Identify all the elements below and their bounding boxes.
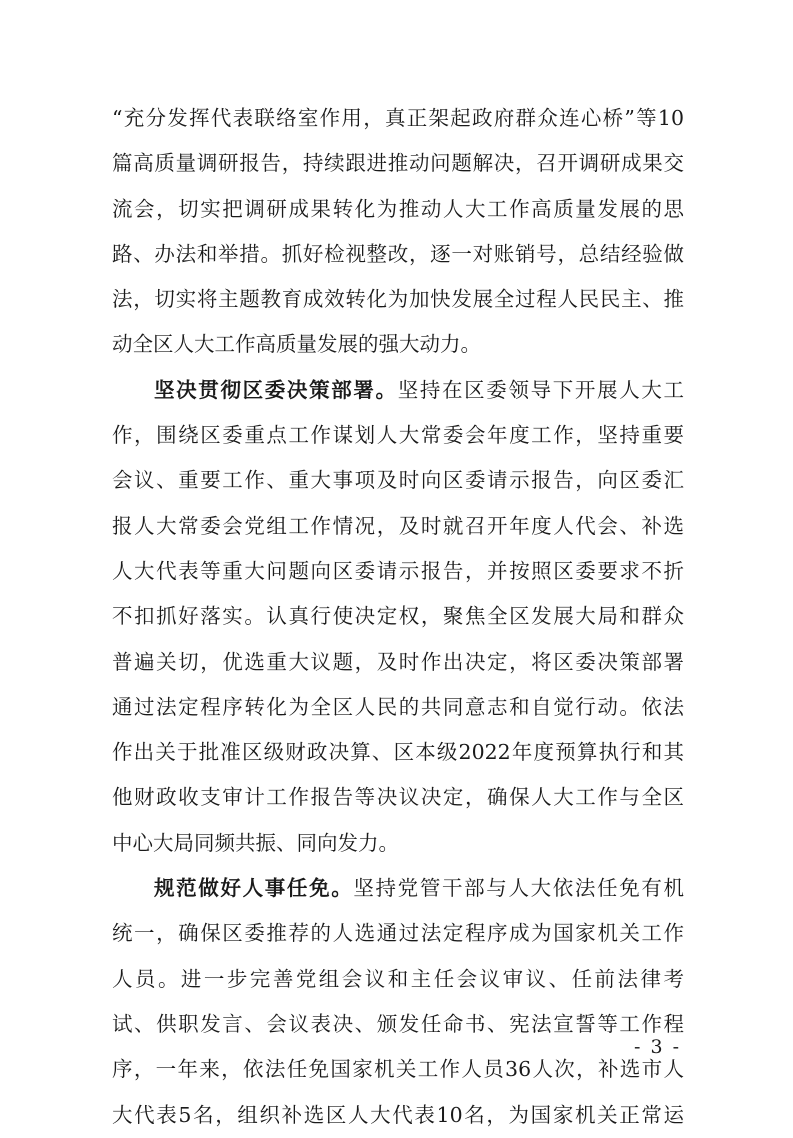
paragraph-heading: 坚决贯彻区委决策部署。 [154, 377, 398, 402]
text-line: 通过法定程序转化为全区人民的共同意志和自觉行动。依法 [112, 694, 684, 719]
text-line: 法，切实将主题教育成效转化为加快发展全过程人民民主、推 [112, 287, 684, 312]
text-line: 统一，确保区委推荐的人选通过法定程序成为国家机关工作 [112, 921, 684, 946]
page-number: - 3 - [633, 1036, 681, 1058]
text-run: 坚持党管干部与人大依法任免有机 [353, 876, 685, 901]
text-line: 流会，切实把调研成果转化为推动人大工作高质量发展的思 [112, 196, 684, 221]
text-line: 人员。进一步完善党组会议和主任会议审议、任前法律考 [112, 966, 684, 991]
text-line: 作出关于批准区级财政决算、区本级2022年度预算执行和其 [112, 740, 684, 765]
text-line: 他财政收支审计工作报告等决议决定，确保人大工作与全区 [112, 785, 684, 810]
paragraph-decision-deployment [112, 368, 684, 866]
paragraph-heading: 规范做好人事任免。 [154, 876, 354, 901]
text-line: 动全区人大工作高质量发展的强大动力。 [112, 332, 481, 357]
text-line: 报人大常委会党组工作情况，及时就召开年度人代会、补选 [112, 513, 684, 538]
text-line: 中心大局同频共振、同向发力。 [112, 830, 399, 855]
text-line: “充分发挥代表联络室作用，真正架起政府群众连心桥”等10 [112, 106, 684, 130]
text-line: 大代表5名，组织补选区人大代表10名，为国家机关正常运 [112, 1102, 684, 1127]
text-line [112, 368, 684, 413]
paragraph-personnel-appointment [112, 866, 684, 1138]
text-line: 篇高质量调研报告，持续跟进推动问题解决，召开调研成果交 [112, 151, 684, 176]
text-line: 人大代表等重大问题向区委请示报告，并按照区委要求不折 [112, 558, 684, 583]
text-line: 序，一年来，依法任免国家机关工作人员36人次，补选市人 [112, 1057, 684, 1082]
text-line [112, 866, 684, 911]
text-line: 普遍关切，优选重大议题，及时作出决定，将区委决策部署 [112, 649, 684, 674]
document-body [112, 96, 684, 1138]
text-line: 会议、重要工作、重大事项及时向区委请示报告，向区委汇 [112, 468, 684, 493]
text-run: 坚持在区委领导下开展人大工 [397, 377, 685, 402]
paragraph-research-reports [112, 96, 684, 368]
text-line: 作，围绕区委重点工作谋划人大常委会年度工作，坚持重要 [112, 423, 684, 448]
text-line: 路、办法和举措。抓好检视整改，逐一对账销号，总结经验做 [112, 241, 684, 266]
text-line: 不扣抓好落实。认真行使决定权，聚焦全区发展大局和群众 [112, 604, 684, 629]
text-line: 试、供职发言、会议表决、颁发任命书、宪法宣誓等工作程 [112, 1011, 684, 1036]
